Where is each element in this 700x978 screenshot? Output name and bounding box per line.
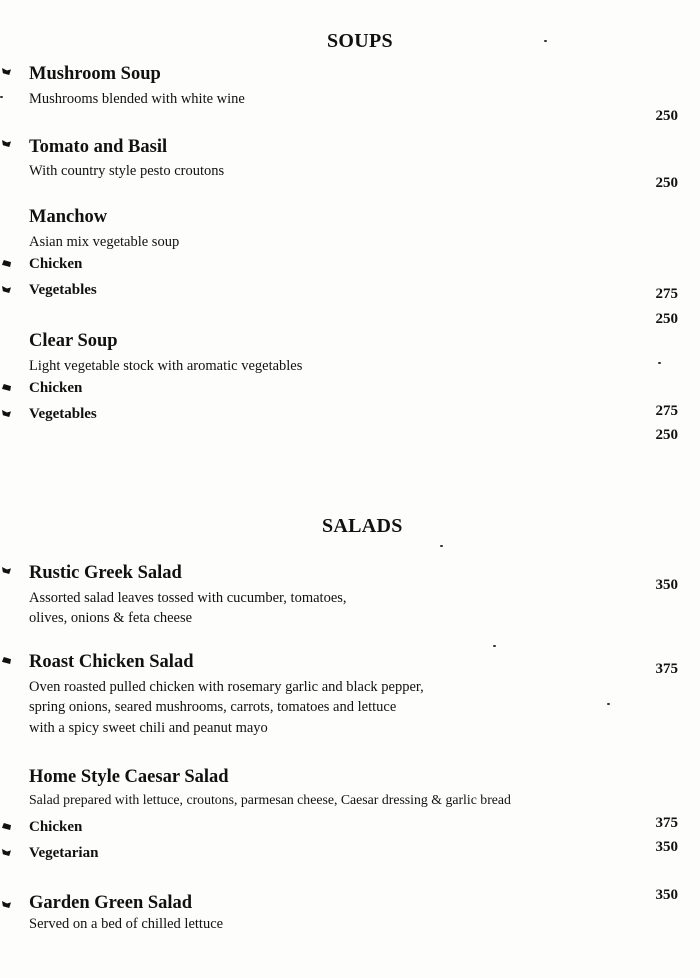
item-desc-mushroom-soup: Mushrooms blended with white wine xyxy=(29,91,245,107)
veg-marker-icon xyxy=(2,68,11,75)
item-name-manchow: Manchow xyxy=(29,207,108,227)
option-clear-chicken: Chicken xyxy=(29,380,83,396)
item-desc-roast-chicken-line3: with a spicy sweet chili and peanut mayo xyxy=(29,720,268,736)
price-manchow-chicken: 275 xyxy=(655,286,678,302)
veg-marker-icon xyxy=(2,901,11,908)
option-manchow-chicken: Chicken xyxy=(29,256,83,272)
veg-marker-icon xyxy=(2,849,11,856)
item-name-mushroom-soup: Mushroom Soup xyxy=(29,64,161,84)
item-name-roast-chicken-salad: Roast Chicken Salad xyxy=(29,652,194,672)
price-caesar-veg: 350 xyxy=(655,839,678,855)
price-clear-chicken: 275 xyxy=(655,403,678,419)
scan-speck xyxy=(0,96,3,98)
item-name-caesar-salad: Home Style Caesar Salad xyxy=(29,767,229,787)
price-mushroom-soup: 250 xyxy=(655,108,678,124)
non-veg-marker-icon xyxy=(2,657,11,664)
price-tomato-basil: 250 xyxy=(655,175,678,191)
scan-speck xyxy=(658,362,661,364)
scan-speck xyxy=(440,545,443,547)
item-name-tomato-basil: Tomato and Basil xyxy=(29,137,168,157)
item-name-clear-soup: Clear Soup xyxy=(29,331,118,351)
scan-speck xyxy=(493,645,496,647)
item-desc-manchow: Asian mix vegetable soup xyxy=(29,234,180,250)
price-manchow-veg: 250 xyxy=(655,311,678,327)
veg-marker-icon xyxy=(2,410,11,417)
item-desc-greek-salad-line1: Assorted salad leaves tossed with cucumber, tomatoes, xyxy=(29,590,347,606)
item-desc-roast-chicken-line2: spring onions, seared mushrooms, carrots, tomatoes and lettuce xyxy=(29,699,397,715)
scan-speck xyxy=(544,40,547,42)
item-desc-tomato-basil: With country style pesto croutons xyxy=(29,163,225,179)
item-desc-caesar-salad: Salad prepared with lettuce, croutons, parmesan cheese, Caesar dressing & garlic bread xyxy=(29,792,511,807)
item-name-garden-salad: Garden Green Salad xyxy=(29,893,193,913)
price-roast-chicken-salad: 375 xyxy=(655,661,678,677)
price-garden-salad: 350 xyxy=(655,887,678,903)
scan-speck xyxy=(607,703,610,705)
option-clear-vegetables: Vegetables xyxy=(29,406,97,422)
item-desc-clear-soup: Light vegetable stock with aromatic vegetables xyxy=(29,358,303,374)
item-desc-greek-salad-line2: olives, onions & feta cheese xyxy=(29,610,193,626)
veg-marker-icon xyxy=(2,567,11,574)
option-caesar-vegetarian: Vegetarian xyxy=(29,845,99,861)
item-desc-garden-salad: Served on a bed of chilled lettuce xyxy=(29,916,224,932)
price-greek-salad: 350 xyxy=(655,577,678,593)
non-veg-marker-icon xyxy=(2,260,11,267)
veg-marker-icon xyxy=(2,140,11,147)
soups-heading: SOUPS xyxy=(327,30,393,52)
option-caesar-chicken: Chicken xyxy=(29,819,83,835)
non-veg-marker-icon xyxy=(2,384,11,391)
salads-heading: SALADS xyxy=(322,515,403,537)
veg-marker-icon xyxy=(2,286,11,293)
price-clear-veg: 250 xyxy=(655,427,678,443)
price-caesar-chicken: 375 xyxy=(655,815,678,831)
item-name-greek-salad: Rustic Greek Salad xyxy=(29,563,182,583)
item-desc-roast-chicken-line1: Oven roasted pulled chicken with rosemary garlic and black pepper, xyxy=(29,679,424,695)
option-manchow-vegetables: Vegetables xyxy=(29,282,97,298)
non-veg-marker-icon xyxy=(2,823,11,830)
